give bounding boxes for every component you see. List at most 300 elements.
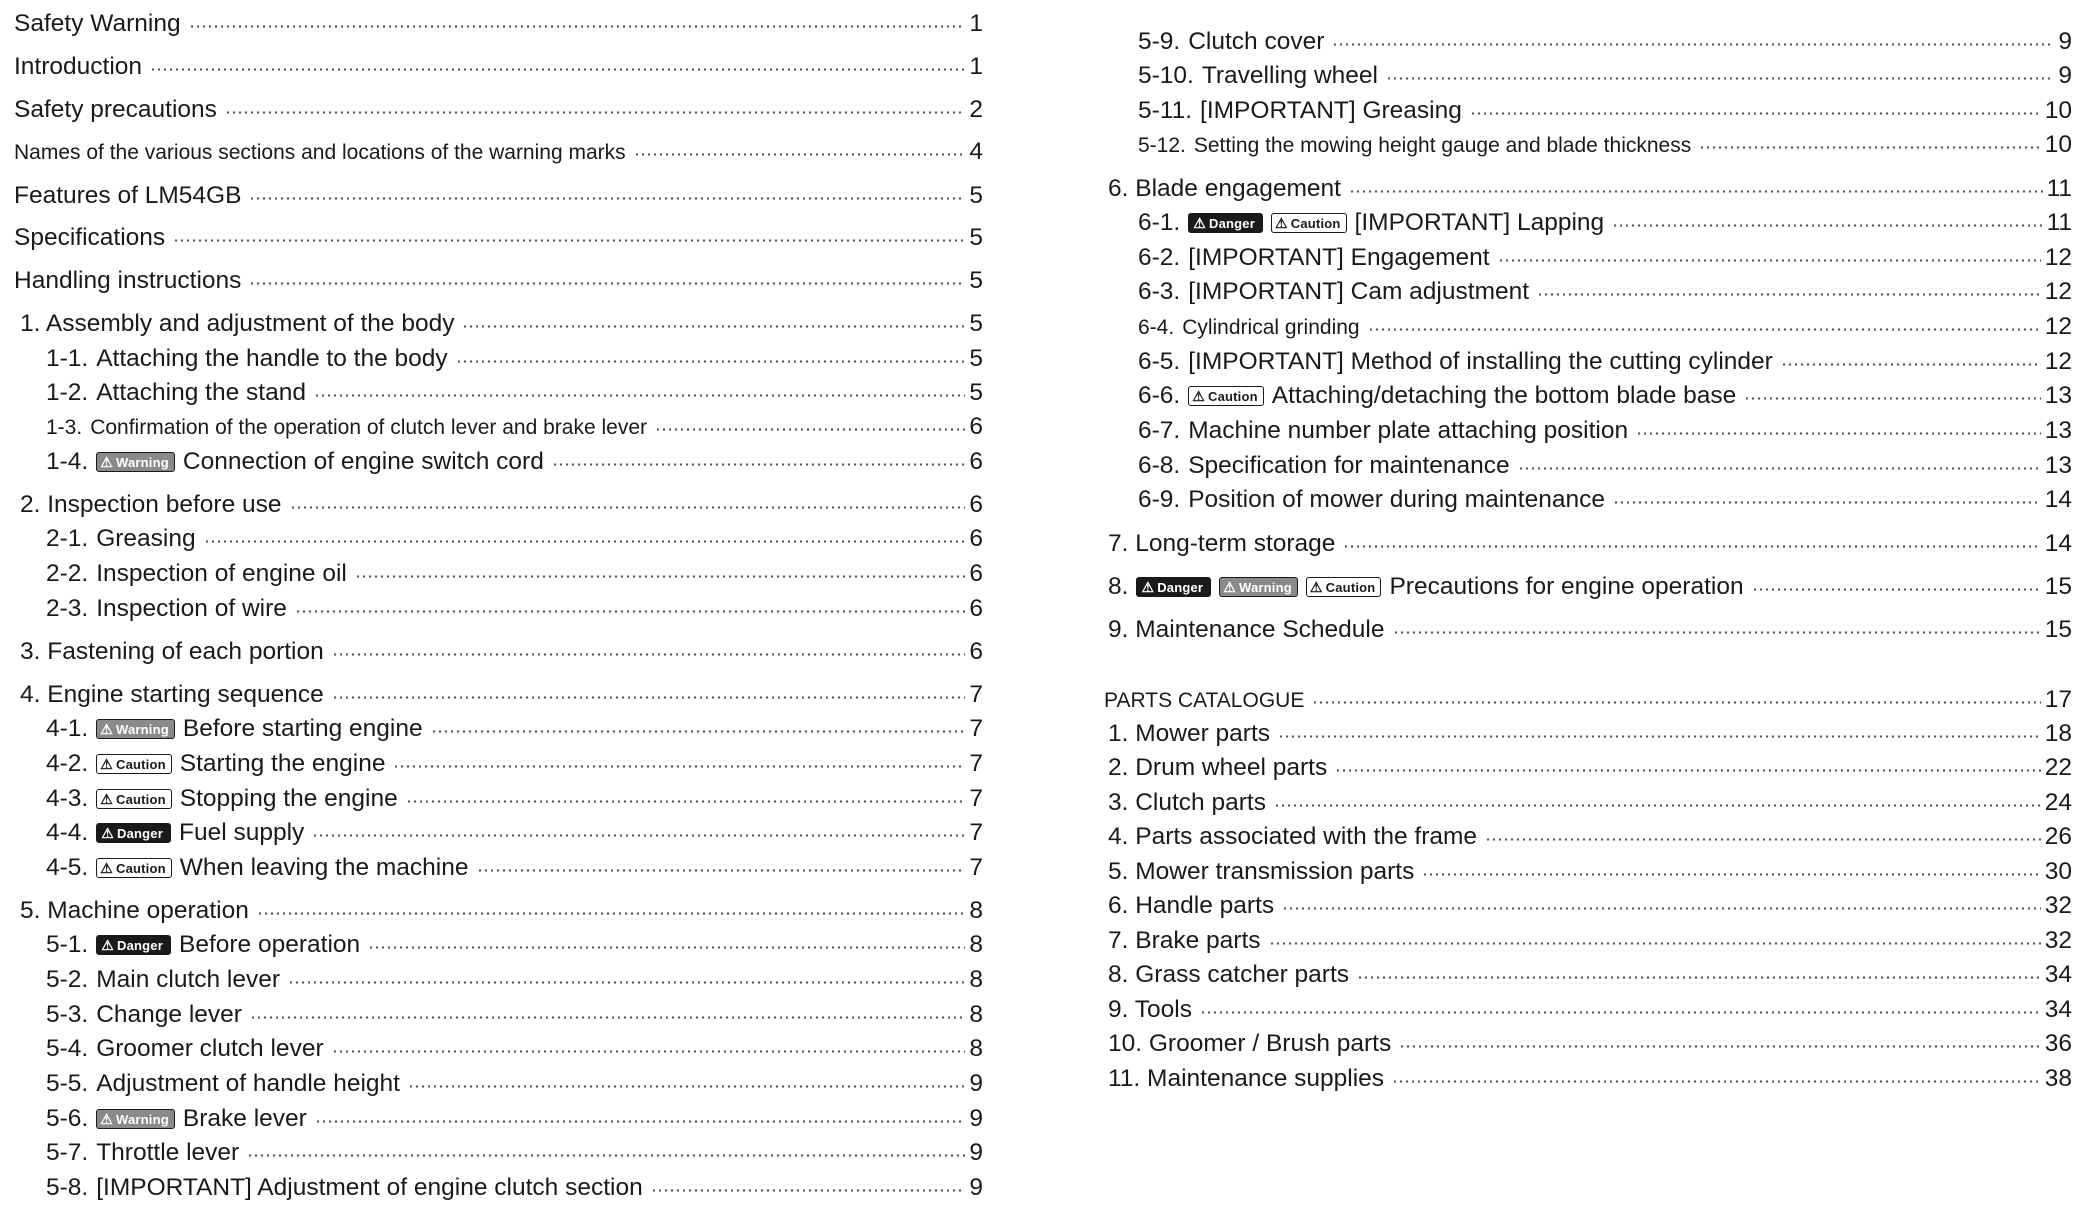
entry-label bbox=[46, 447, 544, 475]
entry-label bbox=[1108, 174, 1341, 202]
entry-label bbox=[1108, 822, 1478, 850]
toc-entry[interactable] bbox=[1138, 414, 2072, 448]
page-number: 8 bbox=[969, 965, 983, 993]
entry-number: 2-1. bbox=[46, 524, 89, 552]
page-number: 7 bbox=[969, 680, 983, 708]
entry-title: Before starting engine bbox=[182, 714, 423, 742]
dot-leader bbox=[332, 1050, 965, 1053]
page-number: 4 bbox=[969, 137, 983, 165]
page-number: 9 bbox=[969, 1104, 983, 1132]
entry-number: 1-3. bbox=[46, 415, 83, 439]
page-number: 7 bbox=[969, 784, 983, 812]
entry-title: Names of the various sections and locations of the warning marks bbox=[14, 140, 626, 164]
entry-label bbox=[1138, 317, 1360, 338]
page-number: 6 bbox=[969, 637, 983, 665]
page-number: 5 bbox=[969, 378, 983, 406]
page-number: 6 bbox=[969, 594, 983, 622]
entry-title: [IMPORTANT] Adjustment of engine clutch section bbox=[96, 1173, 643, 1201]
page-number: 14 bbox=[2044, 529, 2072, 557]
entry-title: [IMPORTANT] Cam adjustment bbox=[1188, 277, 1530, 305]
dot-leader bbox=[456, 360, 965, 363]
toc-entry[interactable] bbox=[1138, 206, 2072, 240]
page-number: 12 bbox=[2044, 347, 2072, 375]
toc-entry[interactable] bbox=[1138, 275, 2072, 309]
dot-leader bbox=[1392, 1080, 2041, 1083]
entry-label bbox=[1138, 243, 1490, 271]
caution-badge-label: Caution bbox=[1290, 215, 1341, 231]
dot-leader bbox=[1312, 701, 2040, 704]
entry-label bbox=[1108, 995, 1192, 1023]
page-number: 36 bbox=[2044, 1029, 2072, 1057]
dot-leader bbox=[393, 765, 965, 768]
danger-badge-label: Danger bbox=[1157, 579, 1204, 595]
warning-badge bbox=[96, 719, 175, 739]
entry-title: Position of mower during maintenance bbox=[1188, 485, 1605, 513]
dot-leader bbox=[204, 540, 965, 543]
page-number: 13 bbox=[2044, 381, 2072, 409]
entry-label bbox=[14, 9, 181, 37]
page-number: 9 bbox=[969, 1138, 983, 1166]
entry-label bbox=[1108, 1064, 1385, 1092]
toc-entry[interactable] bbox=[46, 557, 983, 591]
warning-badge-label: Warning bbox=[1238, 579, 1292, 595]
warning-triangle-icon: ⚠ bbox=[101, 937, 114, 953]
toc-entry[interactable] bbox=[46, 816, 983, 850]
entry-label bbox=[1138, 96, 1462, 124]
entry-title: Attaching/detaching the bottom blade base bbox=[1271, 381, 1737, 409]
dot-leader bbox=[332, 653, 965, 656]
danger-badge-label: Danger bbox=[116, 825, 163, 841]
page-number: 1 bbox=[969, 9, 983, 37]
toc-entry[interactable] bbox=[1104, 683, 2072, 717]
page-number: 17 bbox=[2044, 685, 2072, 713]
dot-leader bbox=[247, 1154, 965, 1157]
toc-entry[interactable] bbox=[1108, 958, 2072, 992]
dot-leader bbox=[1278, 735, 2041, 738]
page-number: 12 bbox=[2044, 243, 2072, 271]
page-number: 14 bbox=[2044, 485, 2072, 513]
dot-leader bbox=[655, 428, 965, 431]
dot-leader bbox=[150, 68, 965, 71]
toc-entry[interactable] bbox=[46, 963, 983, 997]
page-number: 18 bbox=[2044, 719, 2072, 747]
toc-entry[interactable] bbox=[14, 7, 983, 41]
page-number: 7 bbox=[969, 853, 983, 881]
entry-label bbox=[14, 223, 166, 251]
entry-title: [IMPORTANT] Lapping bbox=[1354, 208, 1605, 236]
toc-entry[interactable] bbox=[20, 307, 983, 341]
toc-entry[interactable] bbox=[1108, 527, 2072, 561]
dot-leader bbox=[462, 325, 965, 328]
danger-badge bbox=[96, 935, 171, 955]
toc-entry[interactable] bbox=[1138, 59, 2072, 93]
toc-entry[interactable] bbox=[46, 376, 983, 410]
entry-title: Cylindrical grinding bbox=[1182, 315, 1360, 339]
entry-number: 5-1. bbox=[46, 930, 89, 958]
toc-entry[interactable] bbox=[14, 93, 983, 127]
page-number: 6 bbox=[969, 559, 983, 587]
dot-leader bbox=[1781, 363, 2041, 366]
entry-number: 4-1. bbox=[46, 714, 89, 742]
page-number: 6 bbox=[969, 524, 983, 552]
toc-entry[interactable] bbox=[46, 342, 983, 376]
page-number: 9 bbox=[969, 1069, 983, 1097]
dot-leader bbox=[250, 1016, 965, 1019]
entry-title: Specifications bbox=[14, 223, 166, 251]
danger-badge bbox=[1136, 577, 1211, 597]
toc-entry[interactable] bbox=[1108, 1027, 2072, 1061]
page-number: 8 bbox=[969, 930, 983, 958]
entry-title: Fuel supply bbox=[178, 818, 305, 846]
entry-title: 4. Engine starting sequence bbox=[20, 680, 324, 708]
dot-leader bbox=[1393, 631, 2041, 634]
entry-title: Attaching the handle to the body bbox=[96, 344, 448, 372]
caution-badge-label: Caution bbox=[115, 756, 166, 772]
dot-leader bbox=[1752, 588, 2041, 591]
danger-badge-label: Danger bbox=[1208, 215, 1255, 231]
page-number: 30 bbox=[2044, 857, 2072, 885]
entry-number: 6-5. bbox=[1138, 347, 1181, 375]
entry-title: [IMPORTANT] Method of installing the cutting cylinder bbox=[1188, 347, 1773, 375]
toc-entry[interactable] bbox=[1108, 172, 2072, 206]
entry-number: 4-4. bbox=[46, 818, 89, 846]
dot-leader bbox=[288, 981, 965, 984]
toc-entry[interactable] bbox=[1138, 379, 2072, 413]
entry-label bbox=[46, 784, 398, 812]
entry-number: 5-2. bbox=[46, 965, 89, 993]
toc-entry[interactable] bbox=[46, 410, 983, 444]
dot-leader bbox=[1335, 769, 2041, 772]
entry-title: Travelling wheel bbox=[1201, 61, 1378, 89]
page-number: 12 bbox=[2044, 277, 2072, 305]
entry-label bbox=[1138, 416, 1629, 444]
entry-title: Precautions for engine operation bbox=[1389, 572, 1744, 600]
toc-entry[interactable] bbox=[1138, 241, 2072, 275]
page-number: 2 bbox=[969, 95, 983, 123]
entry-label bbox=[1108, 529, 1336, 557]
entry-label bbox=[20, 309, 455, 337]
dot-leader bbox=[1274, 804, 2041, 807]
toc-entry[interactable] bbox=[1108, 1062, 2072, 1096]
dot-leader bbox=[634, 153, 965, 156]
toc-entry[interactable] bbox=[1108, 717, 2072, 751]
entry-number: 6-4. bbox=[1138, 315, 1175, 339]
dot-leader bbox=[1349, 190, 2043, 193]
entry-label bbox=[1138, 381, 1737, 409]
toc-entry[interactable] bbox=[46, 928, 983, 962]
page-number: 32 bbox=[2044, 926, 2072, 954]
entry-number: 4-5. bbox=[46, 853, 89, 881]
entry-label bbox=[1138, 27, 1325, 55]
page-number: 38 bbox=[2044, 1064, 2072, 1092]
entry-title: 7. Long-term storage bbox=[1108, 529, 1336, 557]
entry-number: 5-3. bbox=[46, 1000, 89, 1028]
toc-entry[interactable] bbox=[46, 851, 983, 885]
page-number: 8 bbox=[969, 1034, 983, 1062]
dot-leader bbox=[408, 1085, 965, 1088]
entry-title: Features of LM54GB bbox=[14, 181, 242, 209]
page-number: 5 bbox=[969, 266, 983, 294]
dot-leader bbox=[225, 111, 965, 114]
warning-triangle-icon: ⚠ bbox=[100, 860, 113, 876]
entry-title: Brake lever bbox=[182, 1104, 307, 1132]
toc-entry[interactable] bbox=[1108, 855, 2072, 889]
dot-leader bbox=[249, 197, 965, 200]
dot-leader bbox=[1368, 328, 2041, 331]
entry-title: 8. Grass catcher parts bbox=[1108, 960, 1350, 988]
entry-label bbox=[1108, 857, 1415, 885]
toc-entry[interactable] bbox=[46, 592, 983, 626]
page-number: 9 bbox=[969, 1173, 983, 1201]
entry-label bbox=[14, 52, 143, 80]
entry-title: Greasing bbox=[96, 524, 196, 552]
entry-title: Inspection of wire bbox=[96, 594, 287, 622]
toc-entry[interactable] bbox=[1138, 449, 2072, 483]
page-number: 8 bbox=[969, 1000, 983, 1028]
page-number: 1 bbox=[969, 52, 983, 80]
entry-title: Stopping the engine bbox=[179, 784, 398, 812]
page-number: 7 bbox=[969, 818, 983, 846]
toc-entry[interactable] bbox=[1138, 128, 2072, 162]
toc-entry[interactable] bbox=[46, 1102, 983, 1136]
toc-entry[interactable] bbox=[1138, 94, 2072, 128]
toc-entry[interactable] bbox=[46, 1032, 983, 1066]
caution-badge bbox=[96, 754, 172, 774]
dot-leader bbox=[189, 25, 965, 28]
warning-triangle-icon: ⚠ bbox=[1141, 579, 1155, 595]
toc-entry[interactable] bbox=[1108, 751, 2072, 785]
page-number: 5 bbox=[969, 309, 983, 337]
toc-entry[interactable] bbox=[1138, 483, 2072, 517]
dot-leader bbox=[431, 730, 965, 733]
toc-entry[interactable] bbox=[46, 522, 983, 556]
warning-badge bbox=[96, 1109, 175, 1129]
page-number: 8 bbox=[969, 896, 983, 924]
entry-label bbox=[46, 965, 281, 993]
page-number: 6 bbox=[969, 490, 983, 518]
dot-leader bbox=[1612, 224, 2042, 227]
caution-badge bbox=[1188, 386, 1264, 406]
toc-entry[interactable] bbox=[20, 894, 983, 928]
page-number: 10 bbox=[2044, 130, 2072, 158]
entry-label bbox=[46, 378, 306, 406]
entry-title: 5. Mower transmission parts bbox=[1108, 857, 1415, 885]
entry-title: 2. Drum wheel parts bbox=[1108, 753, 1328, 781]
dot-leader bbox=[295, 610, 965, 613]
toc-entry[interactable] bbox=[46, 712, 983, 746]
entry-number: 5-6. bbox=[46, 1104, 89, 1132]
entry-label bbox=[1138, 347, 1773, 375]
entry-title: 3. Fastening of each portion bbox=[20, 637, 324, 665]
caution-badge bbox=[96, 858, 172, 878]
entry-title: Introduction bbox=[14, 52, 143, 80]
entry-title: 9. Maintenance Schedule bbox=[1108, 615, 1385, 643]
page-number: 7 bbox=[969, 749, 983, 777]
toc-entry[interactable] bbox=[20, 678, 983, 712]
dot-leader bbox=[1485, 838, 2041, 841]
entry-title: Groomer clutch lever bbox=[96, 1034, 324, 1062]
entry-label bbox=[20, 680, 324, 708]
page-number: 15 bbox=[2044, 572, 2072, 600]
entry-label bbox=[46, 1000, 242, 1028]
caution-badge-label: Caution bbox=[115, 860, 166, 876]
page-number: 7 bbox=[969, 714, 983, 742]
entry-title: When leaving the machine bbox=[179, 853, 469, 881]
entry-number: 5-9. bbox=[1138, 27, 1181, 55]
page-number: 13 bbox=[2044, 416, 2072, 444]
toc-entry[interactable] bbox=[1108, 993, 2072, 1027]
dot-leader bbox=[173, 239, 965, 242]
entry-label bbox=[46, 818, 305, 846]
page-number: 13 bbox=[2044, 451, 2072, 479]
entry-label bbox=[46, 417, 647, 438]
entry-number: 5-10. bbox=[1138, 61, 1194, 89]
caution-badge bbox=[96, 789, 172, 809]
dot-leader bbox=[1498, 259, 2041, 262]
dot-leader bbox=[1699, 146, 2041, 149]
page-number: 5 bbox=[969, 223, 983, 251]
caution-badge bbox=[1271, 213, 1347, 233]
entry-label bbox=[1108, 753, 1328, 781]
caution-badge-label: Caution bbox=[115, 791, 166, 807]
entry-label bbox=[1108, 788, 1266, 816]
toc-entry[interactable] bbox=[46, 1067, 983, 1101]
toc-entry[interactable] bbox=[1108, 570, 2072, 604]
entry-number: 5-5. bbox=[46, 1069, 89, 1097]
toc-entry[interactable] bbox=[14, 135, 983, 169]
toc-entry[interactable] bbox=[14, 50, 983, 84]
entry-title: 6. Handle parts bbox=[1108, 891, 1275, 919]
entry-label bbox=[1108, 572, 1744, 600]
toc-entry[interactable] bbox=[20, 635, 983, 669]
entry-label bbox=[1138, 485, 1605, 513]
entry-title: 9. Tools bbox=[1108, 995, 1192, 1023]
entry-label bbox=[1108, 615, 1385, 643]
page-number: 11 bbox=[2046, 174, 2072, 202]
dot-leader bbox=[406, 800, 965, 803]
entry-label bbox=[1104, 690, 1304, 711]
entry-title: [IMPORTANT] Greasing bbox=[1200, 96, 1462, 124]
entry-label bbox=[46, 524, 196, 552]
warning-triangle-icon: ⚠ bbox=[100, 454, 113, 470]
toc-entry[interactable] bbox=[46, 1136, 983, 1170]
entry-label bbox=[46, 594, 287, 622]
entry-number: 8. bbox=[1108, 572, 1129, 600]
toc-entry[interactable] bbox=[1138, 25, 2072, 59]
entry-label bbox=[46, 930, 361, 958]
dot-leader bbox=[1470, 112, 2041, 115]
entry-title: Starting the engine bbox=[179, 749, 386, 777]
dot-leader bbox=[368, 946, 965, 949]
entry-label bbox=[46, 714, 423, 742]
warning-badge-label: Warning bbox=[115, 454, 169, 470]
entry-number: 1-1. bbox=[46, 344, 89, 372]
entry-number: 6-6. bbox=[1138, 381, 1181, 409]
toc-entry[interactable] bbox=[14, 221, 983, 255]
warning-badge-label: Warning bbox=[115, 1111, 169, 1127]
warning-triangle-icon: ⚠ bbox=[100, 1111, 113, 1127]
toc-entry[interactable] bbox=[46, 747, 983, 781]
entry-number: 6-1. bbox=[1138, 208, 1181, 236]
entry-title: Before operation bbox=[178, 930, 361, 958]
entry-title: 11. Maintenance supplies bbox=[1108, 1064, 1385, 1092]
entry-title: Change lever bbox=[96, 1000, 242, 1028]
entry-title: 1. Mower parts bbox=[1108, 719, 1271, 747]
entry-title: Setting the mowing height gauge and blade thickness bbox=[1193, 133, 1692, 157]
toc-entry[interactable] bbox=[1108, 820, 2072, 854]
warning-badge-label: Warning bbox=[115, 721, 169, 737]
caution-badge-label: Caution bbox=[1325, 579, 1376, 595]
warning-triangle-icon: ⚠ bbox=[100, 721, 113, 737]
warning-triangle-icon: ⚠ bbox=[100, 791, 113, 807]
entry-title: 5. Machine operation bbox=[20, 896, 249, 924]
page-number: 34 bbox=[2044, 995, 2072, 1023]
danger-badge bbox=[96, 823, 171, 843]
entry-title: Attaching the stand bbox=[96, 378, 306, 406]
dot-leader bbox=[249, 282, 965, 285]
toc-entry[interactable] bbox=[46, 998, 983, 1032]
toc-entry[interactable] bbox=[46, 445, 983, 479]
toc-entry[interactable] bbox=[1138, 345, 2072, 379]
page-number: 32 bbox=[2044, 891, 2072, 919]
toc-entry[interactable] bbox=[1108, 613, 2072, 647]
warning-badge bbox=[1219, 577, 1298, 597]
page-number: 22 bbox=[2044, 753, 2072, 781]
toc-entry[interactable] bbox=[14, 179, 983, 213]
toc-entry[interactable] bbox=[1138, 310, 2072, 344]
toc-entry[interactable] bbox=[46, 1171, 983, 1205]
entry-number: 5-11. bbox=[1138, 96, 1193, 124]
dot-leader bbox=[1386, 77, 2054, 80]
entry-label bbox=[46, 1034, 324, 1062]
entry-title: Inspection of engine oil bbox=[96, 559, 347, 587]
dot-leader bbox=[1343, 545, 2040, 548]
entry-label bbox=[14, 142, 626, 163]
toc-entry[interactable] bbox=[1108, 889, 2072, 923]
toc-entry[interactable] bbox=[1108, 786, 2072, 820]
entry-label bbox=[20, 490, 282, 518]
page-number: 5 bbox=[969, 181, 983, 209]
warning-triangle-icon: ⚠ bbox=[1193, 215, 1206, 231]
dot-leader bbox=[1332, 43, 2054, 46]
entry-number: 5-12. bbox=[1138, 133, 1186, 157]
toc-entry[interactable] bbox=[1108, 924, 2072, 958]
dot-leader bbox=[315, 1120, 965, 1123]
entry-title: Main clutch lever bbox=[96, 965, 281, 993]
dot-leader bbox=[552, 463, 965, 466]
toc-entry[interactable] bbox=[46, 782, 983, 816]
dot-leader bbox=[257, 912, 965, 915]
entry-title: 10. Groomer / Brush parts bbox=[1108, 1029, 1392, 1057]
warning-triangle-icon: ⚠ bbox=[1223, 579, 1236, 595]
entry-number: 2-3. bbox=[46, 594, 89, 622]
entry-number: 5-8. bbox=[46, 1173, 89, 1201]
entry-title: Specification for maintenance bbox=[1188, 451, 1510, 479]
page-number: 24 bbox=[2044, 788, 2072, 816]
warning-triangle-icon: ⚠ bbox=[100, 756, 113, 772]
entry-title: Handling instructions bbox=[14, 266, 242, 294]
dot-leader bbox=[1200, 1011, 2041, 1014]
entry-label bbox=[14, 95, 217, 123]
entry-label bbox=[1138, 451, 1510, 479]
warning-triangle-icon: ⚠ bbox=[1274, 215, 1288, 231]
entry-title: 3. Clutch parts bbox=[1108, 788, 1266, 816]
dot-leader bbox=[1399, 1045, 2041, 1048]
entry-number: 5-7. bbox=[46, 1138, 89, 1166]
toc-entry[interactable] bbox=[20, 488, 983, 522]
toc-entry[interactable] bbox=[14, 264, 983, 298]
warning-triangle-icon: ⚠ bbox=[1309, 579, 1323, 595]
